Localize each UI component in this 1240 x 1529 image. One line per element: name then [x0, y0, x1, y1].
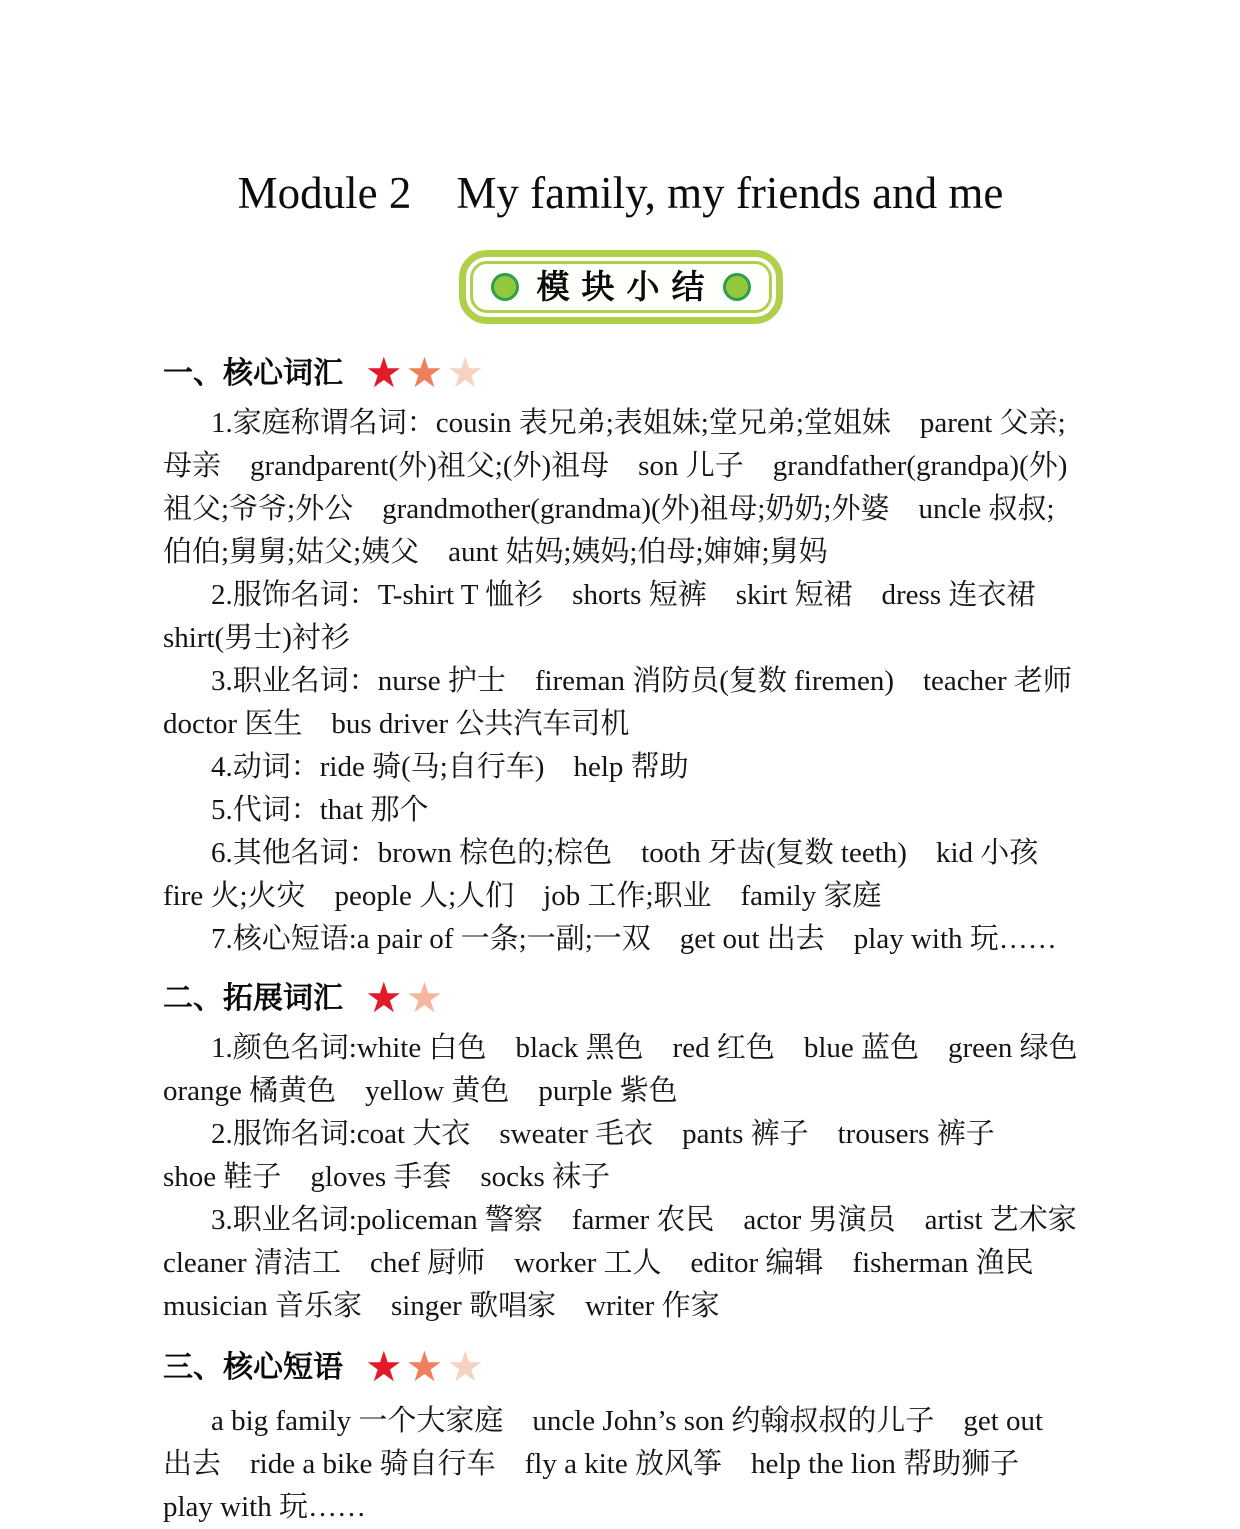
section-heading-core-vocabulary: [163, 348, 1078, 398]
phrases-paragraph: a big family 一个大家庭 uncle John’s son 约翰叔叔的儿子 get out 出去 ride a bike 骑自行车 fly a kite 放风筝 help the lion 帮助狮子 play with 玩……: [163, 1405, 1049, 1524]
difficulty-stars-icon: [365, 348, 487, 398]
star-icon: ★: [405, 1342, 444, 1392]
star-icon: ★: [365, 348, 403, 398]
difficulty-stars-icon: [365, 973, 446, 1023]
vocab-paragraph-color-nouns: 1.颜色名词:white 白色 black 黑色 red 红色 blue 蓝色 green 绿色 orange 橘黄色 yellow 黄色 purple 紫色: [163, 1032, 1107, 1108]
section-heading-label: 二、拓展词汇: [163, 981, 343, 1015]
vocab-paragraph-family-nouns: 1.家庭称谓名词：cousin 表兄弟;表姐妹;堂兄弟;堂姐妹 parent 父亲;母亲 grandparent(外)祖父;(外)祖母 son 儿子 grandfather(grandpa)(外)祖父;爷爷;外公 grandmother(grandma)(外)祖母;奶奶;外婆 uncle 叔叔;伯伯;舅舅;姑父;姨父 aunt 姑妈;姨妈;伯母;婶婶;舅妈: [163, 407, 1068, 569]
star-icon: ★: [365, 973, 403, 1023]
vocab-paragraph-pronouns: 5.代词：that 那个: [211, 794, 429, 827]
module-summary-badge: [459, 250, 783, 324]
vocab-paragraph-clothing-nouns: 2.服饰名词：T-shirt T 恤衫 shorts 短裤 skirt 短裙 dress 连衣裙 shirt(男士)衬衫: [163, 579, 1065, 655]
vocab-paragraph-job-nouns: 3.职业名词：nurse 护士 fireman 消防员(复数 firemen) teacher 老师 doctor 医生 bus driver 公共汽车司机: [163, 665, 1101, 741]
section-heading-extended-vocabulary: [163, 973, 1078, 1023]
page-title: Module 2 My family, my friends and me: [237, 168, 1004, 219]
star-icon: ★: [405, 348, 444, 398]
vocab-paragraph-core-phrases: 7.核心短语:a pair of 一条;一副;一双 get out 出去 play with 玩……: [211, 923, 1057, 956]
module-summary-badge-label: 模块小结: [536, 268, 717, 306]
star-icon: ★: [365, 1342, 403, 1392]
difficulty-stars-icon: [365, 1342, 487, 1392]
star-icon: ★: [405, 973, 444, 1023]
vocab-paragraph-verbs: 4.动词：ride 骑(马;自行车) help 帮助: [211, 751, 689, 784]
green-dot-icon: [491, 273, 519, 301]
section-heading-label: 一、核心词汇: [163, 356, 343, 390]
green-dot-icon: [723, 273, 751, 301]
section-heading-core-phrases: [163, 1342, 1078, 1392]
vocab-paragraph-clothing-nouns: 2.服饰名词:coat 大衣 sweater 毛衣 pants 裤子 trousers 裤子 shoe 鞋子 gloves 手套 socks 袜子: [163, 1118, 1053, 1194]
module-summary-badge-inner: [470, 261, 772, 313]
section-heading-label: 三、核心短语: [163, 1350, 343, 1384]
vocab-paragraph-other-nouns: 6.其他名词：brown 棕色的;棕色 tooth 牙齿(复数 teeth) kid 小孩 fire 火;火灾 people 人;人们 job 工作;职业 family 家庭: [163, 837, 1068, 913]
star-icon: ★: [446, 1342, 484, 1392]
module-summary-badge-row: [163, 250, 1078, 324]
vocab-paragraph-job-nouns: 3.职业名词:policeman 警察 farmer 农民 actor 男演员 artist 艺术家 cleaner 清洁工 chef 厨师 worker 工人 editor 编辑 fisherman 渔民 musician 音乐家 singer 歌唱家 writer 作家: [163, 1204, 1106, 1323]
star-icon: ★: [446, 348, 484, 398]
